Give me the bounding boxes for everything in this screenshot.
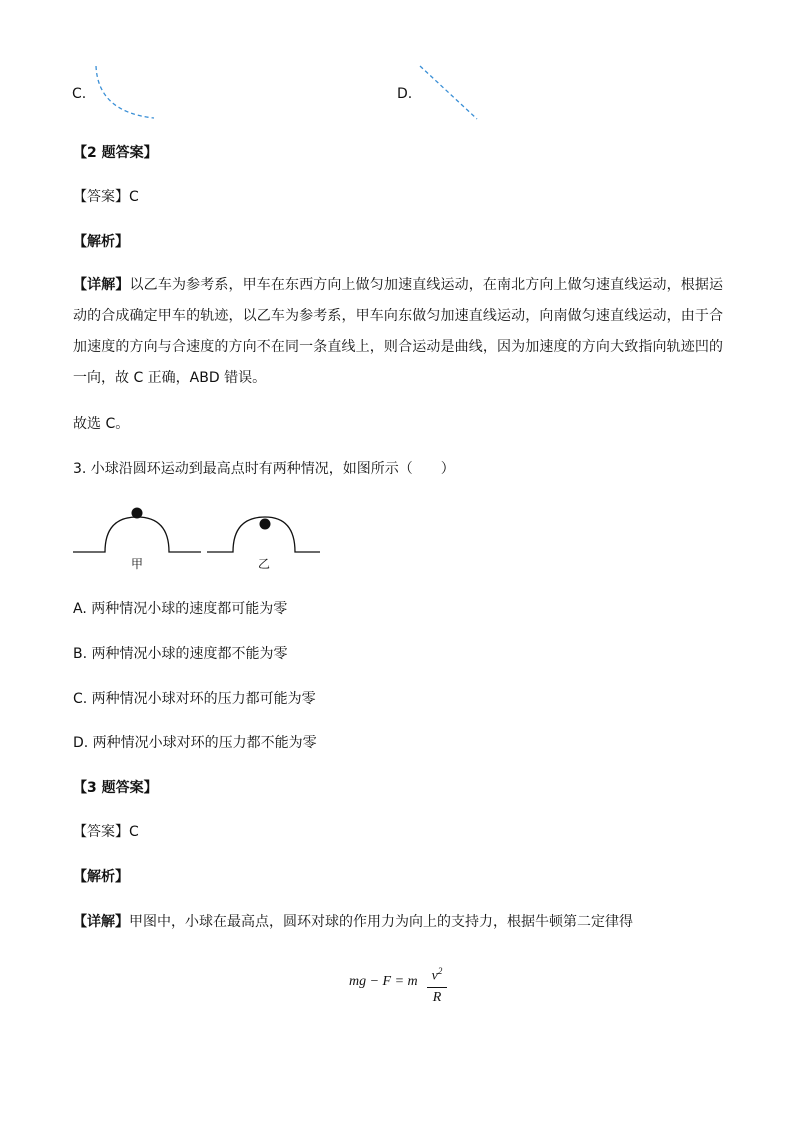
- q3-option-b: B. 两种情况小球的速度都不能为零: [73, 646, 288, 662]
- option-c-trajectory-curve: [90, 64, 170, 124]
- q3-option-c: C. 两种情况小球对环的压力都可能为零: [73, 691, 316, 707]
- figure-jia-label: 甲: [131, 557, 144, 571]
- option-c-label: C.: [72, 86, 87, 102]
- option-d-label: D.: [397, 86, 413, 102]
- figure-yi-ring-diagram: [207, 507, 337, 557]
- figure-yi-label: 乙: [258, 557, 271, 571]
- q2-detail-tag: 【详解】: [73, 277, 130, 293]
- q2-detail-paragraph: [73, 270, 723, 394]
- q3-answer-line: 【答案】C: [73, 824, 139, 840]
- q3-option-d: D. 两种情况小球对环的压力都不能为零: [73, 735, 317, 751]
- q3-stem: 3. 小球沿圆环运动到最高点时有两种情况，如图所示（ ）: [73, 461, 455, 477]
- q2-detail-text: 以乙车为参考系，甲车在东西方向上做匀加速直线运动，在南北方向上做匀速直线运动，根据运动的合成确定甲车的轨迹，以乙车为参考系，甲车向东做匀加速直线运动，向南做匀速直线运动，由于合加速度的方向与合速度的方向不在同一条直线上，则合运动是曲线，因为加速度的方向大致指向轨迹凹的一向，故 C 正确，ABD 错误。: [73, 277, 724, 386]
- formula-denominator: R: [432, 989, 442, 1005]
- formula-fraction-bar: [427, 987, 447, 988]
- formula-fraction: [427, 962, 447, 1007]
- q3-analysis-tag: 【解析】: [73, 869, 129, 885]
- figure-yi-ball: [260, 519, 271, 530]
- q2-analysis-tag: 【解析】: [73, 234, 129, 250]
- q3-option-a: A. 两种情况小球的速度都可能为零: [73, 601, 288, 617]
- q2-answer-header: 【2 题答案】: [73, 145, 158, 161]
- figure-jia-ball: [132, 508, 143, 519]
- q2-answer-line: 【答案】C: [73, 189, 139, 205]
- q3-answer-header: 【3 题答案】: [73, 780, 158, 796]
- q3-detail-tag: 【详解】: [73, 914, 129, 930]
- formula-numerator: $v^2$: [431, 966, 443, 984]
- formula-lhs: mg − F = m: [349, 974, 418, 989]
- newton-second-law-formula: [349, 962, 469, 1012]
- q2-conclusion: 故选 C。: [73, 416, 130, 432]
- q3-detail-text: 甲图中，小球在最高点，圆环对球的作用力为向上的支持力，根据牛顿第二定律得: [129, 914, 633, 930]
- q3-detail-line: [73, 912, 633, 932]
- figure-jia-ring-diagram: [73, 507, 203, 557]
- option-d-trajectory-line: [415, 64, 485, 124]
